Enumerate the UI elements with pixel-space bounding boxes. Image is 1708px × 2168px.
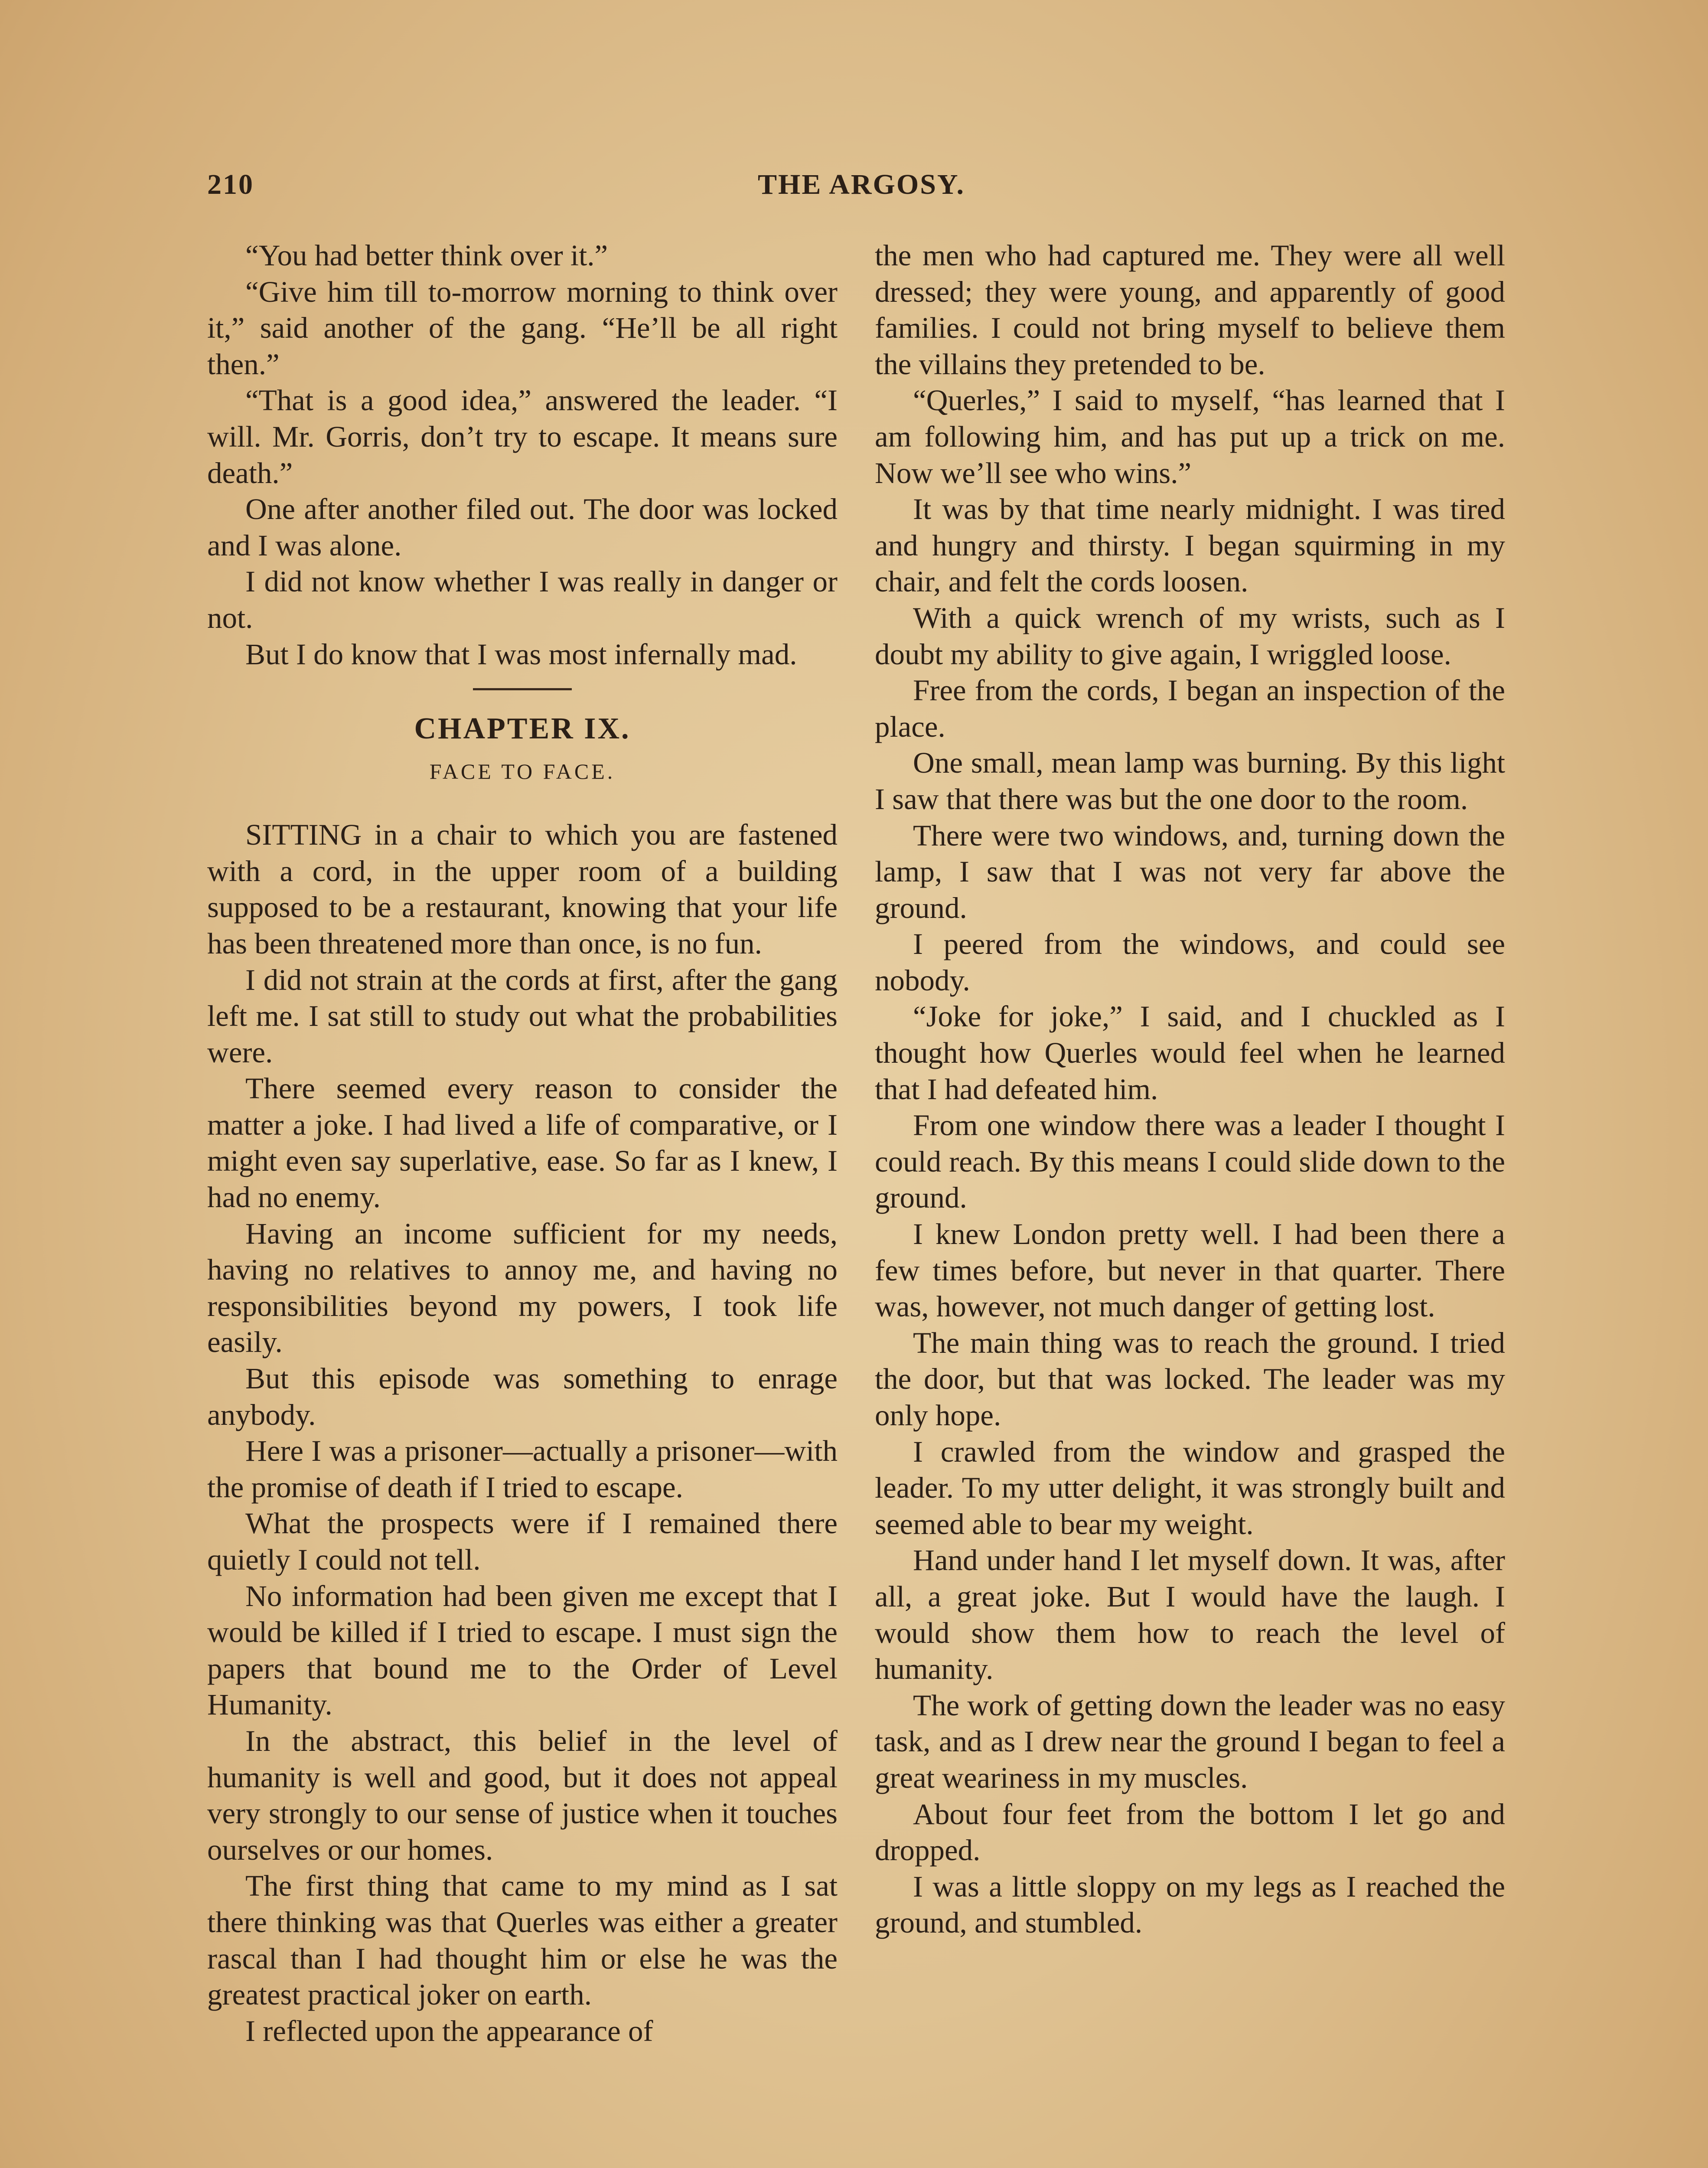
paragraph: I was a little sloppy on my legs as I reached the ground, and stumbled. — [875, 1870, 1505, 1939]
paragraph: There were two windows, and, turning down the lamp, I saw that I was not very far above the ground. — [875, 819, 1505, 924]
paragraph: I reflected upon the appearance of — [245, 2014, 653, 2047]
paragraph: “Give him till to-morrow morning to think over it,” said another of the gang. “He’ll be all right then.” — [207, 275, 838, 381]
paragraph: It was by that time nearly midnight. I was tired and hungry and thirsty. I began squirming in my chair, and felt the cords loosen. — [875, 493, 1505, 598]
paragraph: The work of getting down the leader was no easy task, and as I drew near the ground I began to feel a great weariness in my muscles. — [875, 1688, 1505, 1794]
paragraph: There seemed every reason to consider the matter a joke. I had lived a life of comparative, or I might even say superlative, ease. So far as I knew, I had no enemy. — [207, 1072, 838, 1214]
chapter-heading: CHAPTER IX. — [414, 712, 631, 746]
paragraph: SITTING in a chair to which you are fastened with a cord, in the upper room of a building supposed to be a restaurant, knowing that your life has been threatened more than once, is no fun. — [207, 818, 838, 960]
paragraph: But I do know that I was most infernally mad. — [245, 637, 797, 671]
left-column — [207, 238, 838, 2049]
paragraph: “Joke for joke,” I said, and I chuckled as I thought how Querles would feel when he learned that I had defeated him. — [875, 1000, 1505, 1106]
page-number: 210 — [207, 169, 254, 200]
paragraph: Having an income sufficient for my needs, having no relatives to annoy me, and having no responsibilities beyond my powers, I took life easily. — [207, 1217, 838, 1359]
paragraph: The first thing that came to my mind as I sat there thinking was that Querles was either a greater rascal than I had thought him or else he was the greatest practical joker on earth. — [207, 1869, 838, 2011]
paragraph: About four feet from the bottom I let go and dropped. — [875, 1797, 1505, 1867]
paragraph: One small, mean lamp was burning. By this light I saw that there was but the one door to the room. — [875, 746, 1505, 816]
paragraph: I did not know whether I was really in danger or not. — [207, 565, 838, 634]
right-column — [875, 238, 1505, 1941]
paragraph: Here I was a prisoner—actually a prisoner—with the promise of death if I tried to escape. — [207, 1434, 838, 1504]
paragraph: But this episode was something to enrage anybody. — [207, 1362, 838, 1431]
page-header — [207, 168, 1516, 207]
paragraph: “You had better think over it.” — [245, 239, 608, 272]
paragraph: “That is a good idea,” answered the leader. “I will. Mr. Gorris, don’t try to escape. It means sure death.” — [207, 384, 838, 490]
paragraph: With a quick wrench of my wrists, such as I doubt my ability to give again, I wriggled loose. — [875, 601, 1505, 671]
section-divider — [473, 688, 572, 690]
paragraph: I knew London pretty well. I had been there a few times before, but never in that quarter. There was, however, not much danger of getting lost. — [875, 1218, 1505, 1323]
running-title: THE ARGOSY. — [757, 169, 965, 200]
paragraph: I peered from the windows, and could see nobody. — [875, 927, 1505, 997]
paragraph: the men who had captured me. They were all well dressed; they were young, and apparently of good families. I could not bring myself to believe them the villains they pretended to be. — [875, 239, 1505, 381]
paragraph: I did not strain at the cords at first, after the gang left me. I sat still to study out what the probabilities were. — [207, 963, 838, 1069]
paragraph: “Querles,” I said to myself, “has learned that I am following him, and has put up a trick on me. Now we’ll see who wins.” — [875, 384, 1505, 490]
paragraph: In the abstract, this belief in the level of humanity is well and good, but it does not appeal very strongly to our sense of justice when it touches ourselves or our homes. — [207, 1724, 838, 1866]
chapter-subtitle: FACE TO FACE. — [429, 759, 616, 784]
paragraph: One after another filed out. The door was locked and I was alone. — [207, 493, 838, 562]
paragraph: I crawled from the window and grasped the leader. To my utter delight, it was strongly built and seemed able to bear my weight. — [875, 1435, 1505, 1541]
paragraph: From one window there was a leader I thought I could reach. By this means I could slide down to the ground. — [875, 1109, 1505, 1215]
paragraph: Free from the cords, I began an inspection of the place. — [875, 674, 1505, 743]
paragraph: The main thing was to reach the ground. I tried the door, but that was locked. The leader was my only hope. — [875, 1326, 1505, 1432]
paragraph: Hand under hand I let myself down. It was, after all, a great joke. But I would have the laugh. I would show them how to reach the level of humanity. — [875, 1544, 1505, 1686]
paragraph: No information had been given me except that I would be killed if I tried to escape. I must sign the papers that bound me to the Order of Level Humanity. — [207, 1579, 838, 1721]
paragraph: What the prospects were if I remained there quietly I could not tell. — [207, 1507, 838, 1576]
